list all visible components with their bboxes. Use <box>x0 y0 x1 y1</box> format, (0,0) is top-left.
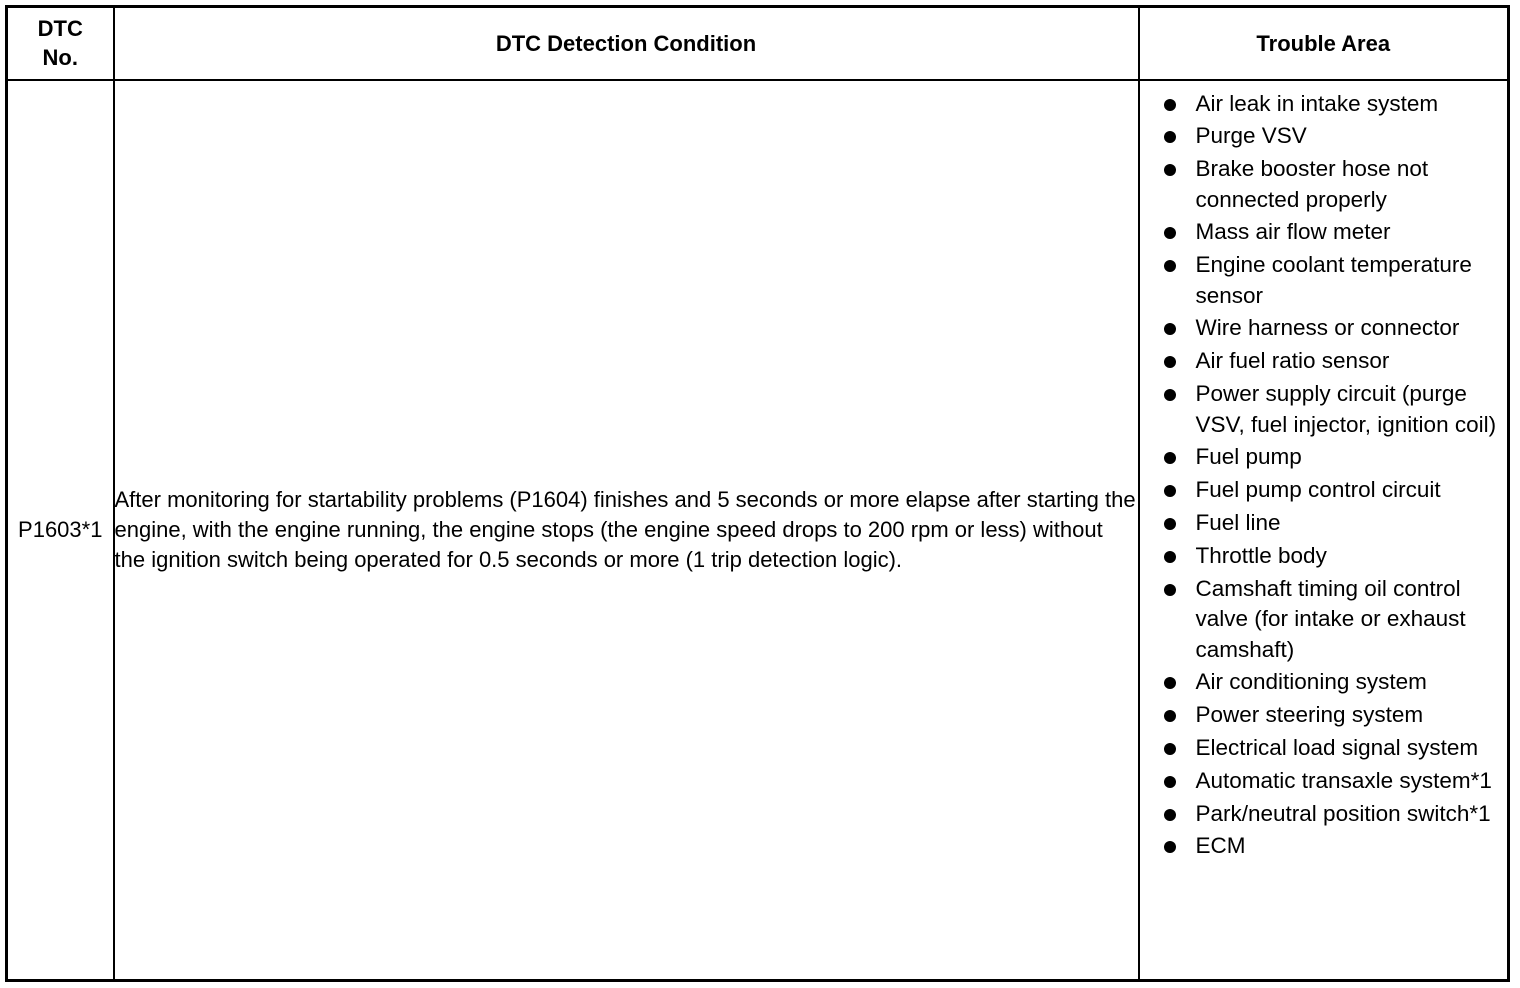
bullet-icon <box>1164 518 1176 530</box>
list-item <box>1140 700 1506 731</box>
bullet-icon <box>1164 452 1176 464</box>
list-item <box>1140 831 1506 862</box>
table-row <box>7 80 1509 981</box>
trouble-area-list <box>1140 81 1508 862</box>
bullet-icon <box>1164 260 1176 272</box>
list-item <box>1140 508 1506 539</box>
trouble-area-label: Air conditioning system <box>1195 669 1427 695</box>
trouble-area-label: Wire harness or connector <box>1195 315 1460 341</box>
bullet-icon <box>1164 485 1176 497</box>
bullet-icon <box>1164 131 1176 143</box>
bullet-icon <box>1164 389 1176 401</box>
bullet-icon <box>1164 677 1176 689</box>
list-item <box>1140 667 1506 698</box>
trouble-area-label: Camshaft timing oil control valve (for intake or exhaust camshaft) <box>1195 575 1466 662</box>
bullet-icon <box>1164 356 1176 368</box>
trouble-area-label: Purge VSV <box>1195 123 1307 149</box>
bullet-icon <box>1164 584 1176 596</box>
list-item <box>1140 766 1506 797</box>
list-item <box>1140 442 1506 473</box>
list-item <box>1140 217 1506 248</box>
header-dtc-no <box>7 7 114 80</box>
bullet-icon <box>1164 227 1176 239</box>
bullet-icon <box>1164 323 1176 335</box>
bullet-icon <box>1164 809 1176 821</box>
trouble-area-label: Fuel pump <box>1195 444 1302 470</box>
list-item <box>1140 541 1506 572</box>
list-item <box>1140 346 1506 377</box>
trouble-area-label: Throttle body <box>1195 542 1327 568</box>
list-item <box>1140 379 1506 440</box>
trouble-area-label: ECM <box>1195 833 1246 859</box>
bullet-icon <box>1164 743 1176 755</box>
list-item <box>1140 89 1506 120</box>
bullet-icon <box>1164 710 1176 722</box>
trouble-area-label: Mass air flow meter <box>1195 219 1391 245</box>
list-item <box>1140 475 1506 506</box>
trouble-area-label: Brake booster hose not connected properly <box>1195 156 1429 212</box>
header-trouble-area: Trouble Area <box>1139 7 1509 80</box>
list-item <box>1140 574 1506 666</box>
bullet-icon <box>1164 776 1176 788</box>
list-item <box>1140 250 1506 311</box>
bullet-icon <box>1164 164 1176 176</box>
trouble-area-label: Air fuel ratio sensor <box>1195 348 1390 374</box>
trouble-area-label: Engine coolant temperature sensor <box>1195 252 1472 308</box>
bullet-icon <box>1164 99 1176 111</box>
trouble-area-label: Air leak in intake system <box>1195 90 1439 116</box>
trouble-area-label: Power supply circuit (purge VSV, fuel injector, ignition coil) <box>1195 381 1497 437</box>
trouble-area-label: Fuel line <box>1195 509 1281 535</box>
header-dtc-no-label: DTC No. <box>37 16 83 71</box>
trouble-area-label: Electrical load signal system <box>1195 734 1479 760</box>
list-item <box>1140 154 1506 215</box>
trouble-area-cell <box>1139 80 1509 981</box>
trouble-area-label: Fuel pump control circuit <box>1195 477 1441 503</box>
dtc-code-cell: P1603*1 <box>7 80 114 981</box>
trouble-area-label: Power steering system <box>1195 702 1424 728</box>
list-item <box>1140 121 1506 152</box>
trouble-area-label: Park/neutral position switch*1 <box>1195 800 1491 826</box>
header-detection-condition: DTC Detection Condition <box>114 7 1139 80</box>
bullet-icon <box>1164 841 1176 853</box>
list-item <box>1140 313 1506 344</box>
dtc-table <box>5 5 1510 982</box>
table-header-row <box>7 7 1509 80</box>
detection-condition-cell: After monitoring for startability problems (P1604) finishes and 5 seconds or more elapse after starting the engine, with the engine running, the engine stops (the engine speed drops to 200 rpm or less) without the ignition switch being operated for 0.5 seconds or more (1 trip detection logic). <box>114 80 1139 981</box>
trouble-area-label: Automatic transaxle system*1 <box>1195 767 1492 793</box>
bullet-icon <box>1164 551 1176 563</box>
list-item <box>1140 799 1506 830</box>
list-item <box>1140 733 1506 764</box>
